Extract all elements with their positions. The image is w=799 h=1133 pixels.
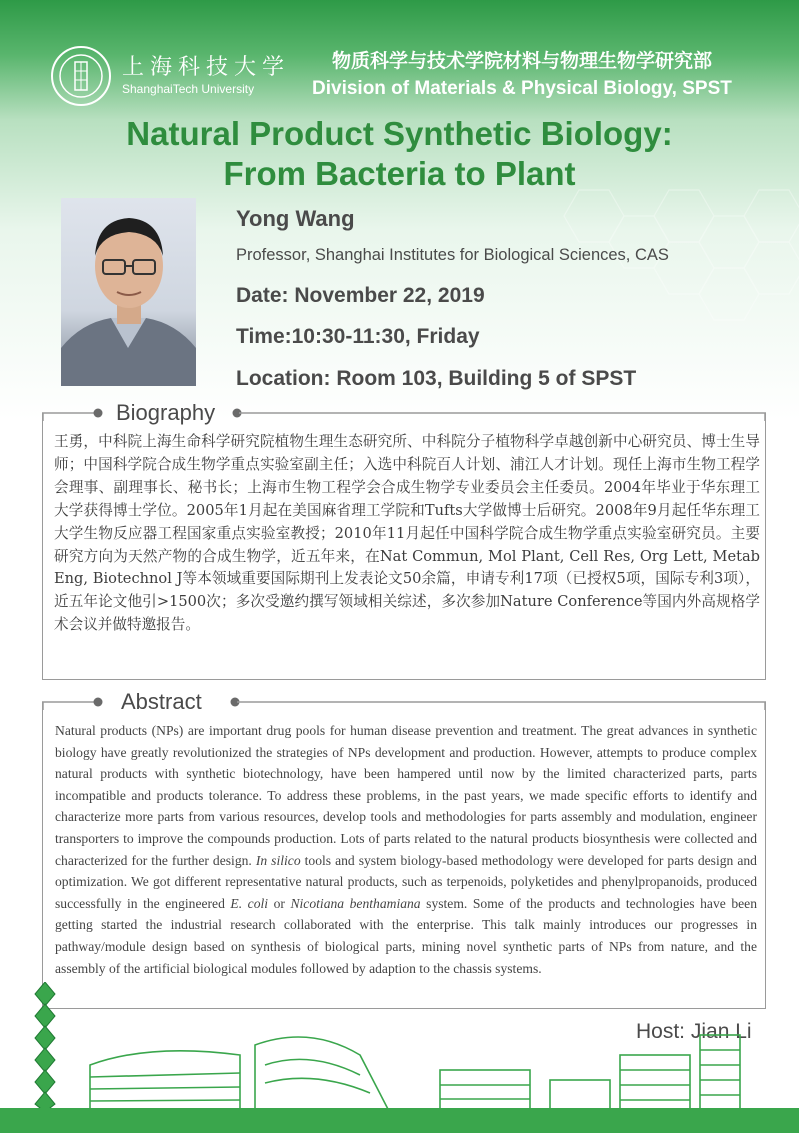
campus-skyline-illustration [60, 1025, 799, 1115]
university-name-en: ShanghaiTech University [122, 82, 255, 96]
abstract-italic-ecoli: E. coli [230, 895, 269, 911]
abstract-italic-in-silico: In silico [255, 852, 301, 868]
talk-title-line2: From Bacteria to Plant [223, 155, 576, 192]
talk-location: Location: Room 103, Building 5 of SPST [236, 367, 637, 390]
talk-time: Time:10:30-11:30, Friday [236, 325, 480, 348]
university-seal-logo [50, 45, 112, 107]
host-name: Host: Jian Li [636, 1020, 752, 1043]
division-name-en: Division of Materials & Physical Biology, SPST [312, 78, 732, 99]
biography-text: 王勇，中科院上海生命科学研究院植物生理生态研究所、中科院分子植物科学卓越创新中心研究员、博士生导师；中国科学院合成生物学重点实验室副主任；入选中科院百人计划、浦江人才计划。现任上海市生物工程学会理事、副理事长、秘书长；上海市生物工程学会合成生物学专业委员会主任委员。2004年毕业于华东理工大学获得博士学位。2005年1月起在美国麻省理工学院和Tufts大学做博士后研究。2008年9月起任华东理工大学生物反应器工程国家重点实验室教授；2010年11月起任中国科学院合成生物学重点实验室研究员。主要研究方向为天然产物的合成生物学，近五年来，在Nat Commun, Mol Plant, Cell Res, Org Lett, Metab Eng, Biotechnol J等本领域重要国际期刊上发表论文50余篇，申请专利17项（已授权5项，国际专利3项），近五年论文他引>1500次；多次受邀约撰写领域相关综述，多次参加Nature Conference等国内外高规格学术会议并做特邀报告。 [54, 433, 760, 634]
division-name-cn: 物质科学与技术学院材料与物理生物学研究部 [332, 51, 713, 72]
abstract-italic-nicotiana: Nicotiana benthamiana [290, 895, 421, 911]
biography-heading: Biography [116, 400, 216, 425]
speaker-affiliation: Professor, Shanghai Institutes for Biological Sciences, CAS [236, 246, 669, 264]
abstract-part-4: system. Some of the products and technologies have been getting started the industrial research collaborated with the enterprise. This talk mainly introduces our progresses in pathway/module design based on synthesis of biological parts, mining novel synthetic parts of NPs from nature, and the assembly of the artificial biological modules followed by adaption to the chassis systems. [55, 895, 757, 976]
abstract-part-3: or [273, 895, 285, 911]
abstract-text [55, 720, 757, 979]
abstract-part-2: tools and system biology-based methodology were developed for parts design and optimization. We got different representative natural products, such as terpenoids, polyketides and phenylpropanoids, produced successfully in the engineered [55, 852, 757, 911]
talk-date: Date: November 22, 2019 [236, 284, 485, 307]
university-name-cn: 上海科技大学 [122, 55, 291, 80]
talk-title [0, 114, 799, 194]
tower-illustration [33, 982, 57, 1112]
talk-title-line1: Natural Product Synthetic Biology: [126, 115, 673, 152]
speaker-photo [61, 198, 196, 386]
footer-green-band [0, 1108, 799, 1133]
abstract-heading: Abstract [121, 689, 202, 714]
abstract-part-1: Natural products (NPs) are important drug pools for human disease prevention and treatment. The great advances in synthetic biology have greatly revolutionized the strategies of NPs development and production. However, attempts to produce complex natural products with synthetic biotechnology, have been hampered until now by the limited characterized parts, parts incompatible and products tolerance. To address these problems, in the past years, we made specific efforts to identify and characterize more parts from various resources, develop tools and methodologies for parts assembly and modulation, engineer transporters to improve the compounds production. Lots of parts related to the natural products biosynthesis were collected and characterized for the further design. [55, 723, 757, 868]
hexagon-pattern-decoration [539, 180, 799, 360]
speaker-name: Yong Wang [236, 206, 355, 231]
